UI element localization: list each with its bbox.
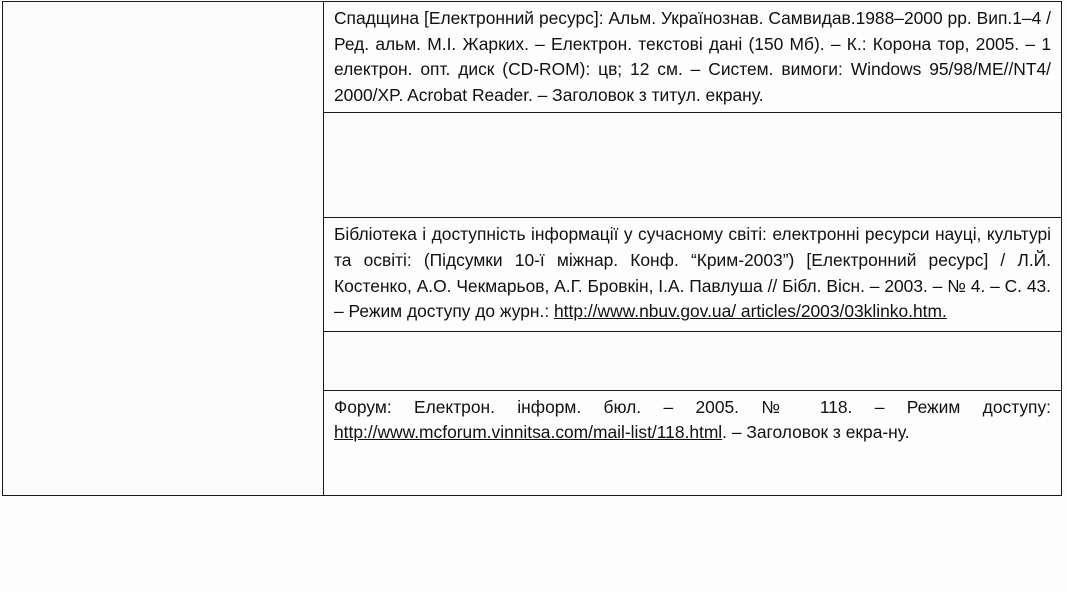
left-column-cell [3, 2, 324, 496]
entry-3-body: Форум: Електрон. інформ. бюл. – 2005. № 118. – Режим доступу: [334, 396, 1051, 417]
table-row [3, 2, 1062, 113]
empty-cell-1 [324, 113, 1062, 218]
entry-2-link[interactable]: http://www.nbuv.gov.ua/ articles/2003/03klinko.htm. [554, 301, 947, 322]
bibliography-table [2, 1, 1062, 496]
entry-3-link[interactable]: http://www.mcforum.vinnitsa.com/mail-list/118.html [334, 422, 723, 443]
entry-1-text: Спадщина [Електронний ресурс]: Альм. Українознав. Самвидав.1988–2000 рр. Вип.1–4 / Ред. альм. М.І. Жарких. – Електрон. текстові дані (150 Мб). – К.: Корона тор, 2005. – 1 електрон. опт. диск (CD-ROM): цв; 12 см. – Систем. вимоги: Windows 95/98/ME//NT4/ 2000/XP. Acrobat Reader. – Заголовок з титул. екрану. [334, 8, 1051, 105]
entry-3-text [334, 395, 1051, 446]
entry-cell-2 [324, 218, 1062, 331]
empty-cell-2 [324, 331, 1062, 390]
entry-3-tail: . – Заголовок з екра-ну. [722, 422, 910, 443]
entry-2-body: Бібліотека і доступність інформації у сучасному світі: електронні ресурси науці, культурі та освіті: (Підсумки 10-ї міжнар. Конф. “Крим-2003”) [Електронний ресурс] / Л.Й. Костенко, А.О. Чекмарьов, А.Г. Бровкін, І.А. Павлуша // Бібл. Вісн. – 2003. – № 4. – С. 43. – Режим доступу до журн.: [334, 224, 1051, 322]
entry-cell-1 [324, 2, 1062, 113]
entry-2-text [334, 222, 1051, 324]
entry-cell-3 [324, 390, 1062, 495]
